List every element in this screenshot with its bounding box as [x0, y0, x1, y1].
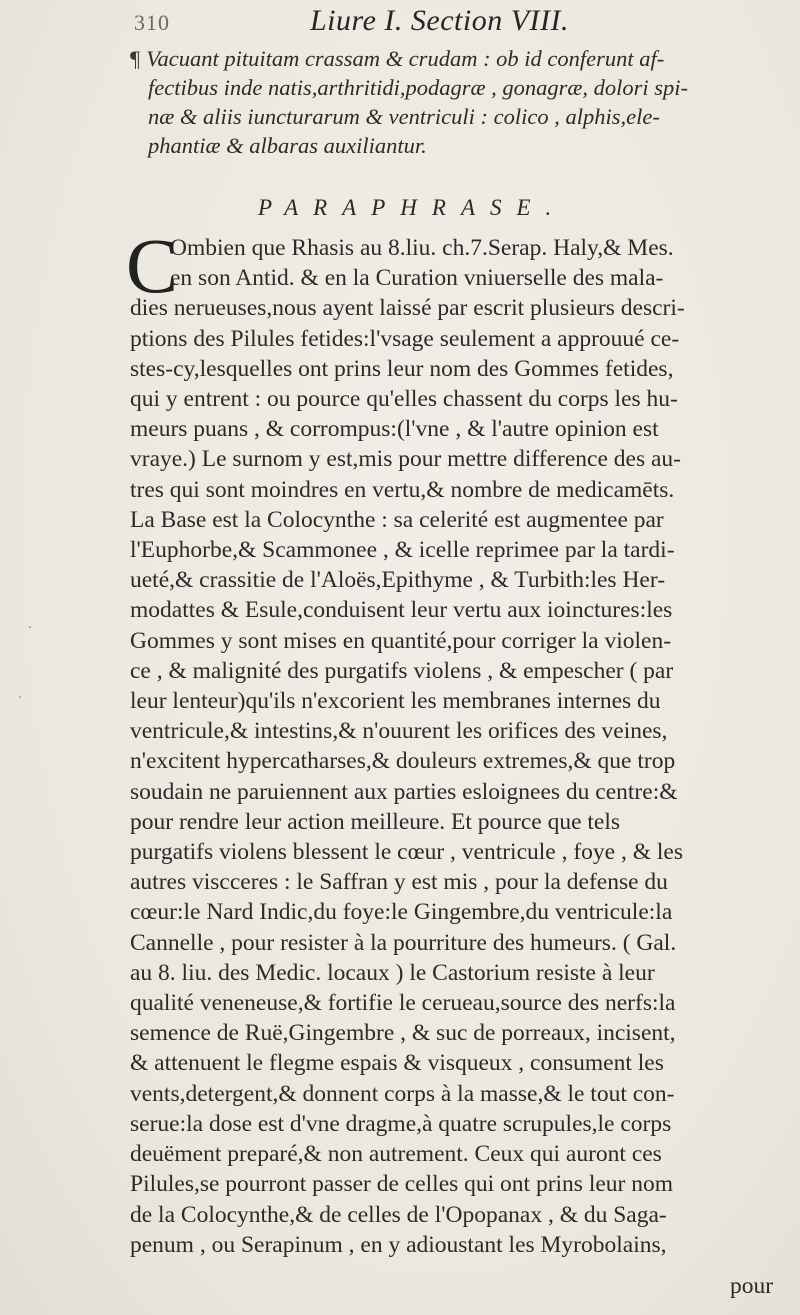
catchword: pour [730, 1273, 774, 1299]
drop-cap: C [126, 222, 179, 309]
paraphrase-line: n'excitent hypercatharses,& douleurs extremes,& que trop [130, 748, 676, 775]
paraphrase-line: modattes & Esule,conduisent leur vertu aux ioinctures:les [130, 597, 673, 624]
paraphrase-line: ce , & malignité des purgatifs violens , & empescher ( par [130, 657, 674, 684]
paraphrase-line: soudain ne paruiennent aux parties esloignees du centre:& [130, 778, 678, 805]
paraphrase-line: autres viscceres : le Saffran y est mis , pour la defense du [130, 869, 668, 896]
paraphrase-line: au 8. liu. des Medic. locaux ) le Castorium resiste à leur [130, 959, 655, 986]
paraphrase-line: Gommes y sont mises en quantité,pour corriger la violen- [130, 627, 672, 654]
paraphrase-line: ueté,& crassitie de l'Aloës,Epithyme , & Turbith:les Her- [130, 567, 666, 594]
paraphrase-line: en son Antid. & en la Curation vniuerselle des mala- [170, 265, 664, 292]
paraphrase-line: stes-cy,lesquelles ont prins leur nom des Gommes fetides, [130, 355, 674, 382]
paraphrase-line: dies nerueuses,nous ayent laissé par escrit plusieurs descri- [130, 295, 685, 322]
latin-line: ¶ Vacuant pituitam crassam & crudam : ob id conferunt af- [130, 46, 665, 71]
paraphrase-line: purgatifs violens blessent le cœur , ventricule , foye , & les [130, 839, 683, 866]
page-header [130, 2, 790, 42]
paraphrase-line: meurs puans , & corrompus:(l'vne , & l'autre opinion est [130, 416, 659, 443]
paraphrase-line: de la Colocynthe,& de celles de l'Opopanax , & du Saga- [130, 1201, 667, 1228]
paraphrase-line: qui y entrent : ou pource qu'elles chassent du corps les hu- [130, 386, 678, 413]
paraphrase-line: La Base est la Colocynthe : sa celerité est augmentee par [130, 506, 664, 533]
paraphrase-line: cœur:le Nard Indic,du foye:le Gingembre,du ventricule:la [130, 899, 673, 926]
paraphrase-line: leur lenteur)qu'ils n'excorient les membranes internes du [130, 688, 661, 715]
margin-smudge: · [18, 690, 23, 706]
margin-smudge: · [28, 620, 33, 636]
running-title: Liure I. Section VIII. [310, 4, 569, 37]
latin-recipe-text [130, 44, 795, 160]
paraphrase-line: vents,detergent,& donnent corps à la masse,& le tout con- [130, 1080, 675, 1107]
paraphrase-line: semence de Ruë,Gingembre , & suc de porreaux, incisent, [130, 1020, 676, 1047]
paraphrase-line: ptions des Pilules fetides:l'vsage seulement a approuué ce- [130, 325, 680, 352]
paraphrase-line: & attenuent le flegme espais & visqueux , consument les [130, 1050, 664, 1077]
section-heading-paraphrase: PARAPHRASE. [258, 195, 567, 220]
paraphrase-line: Cannelle , pour resister à la pourriture des humeurs. ( Gal. [130, 929, 677, 956]
latin-line: fectibus inde natis,arthritidi,podagræ , gonagræ, dolori spi- [148, 75, 689, 100]
pilcrow-icon: ¶ [130, 46, 141, 71]
paraphrase-line: ventricule,& intestins,& n'ouurent les orifices des veines, [130, 718, 668, 745]
paraphrase-line: serue:la dose est d'vne dragme,à quatre scrupules,le corps [130, 1110, 672, 1137]
latin-line: phantiæ & albaras auxiliantur. [148, 133, 427, 158]
paraphrase-line: qualité veneneuse,& fortifie le cerueau,source des nerfs:la [130, 990, 676, 1017]
paraphrase-body [126, 222, 790, 1260]
paraphrase-line: Pilules,se pourront passer de celles qui ont prins leur nom [130, 1171, 674, 1198]
paraphrase-line: deuëment preparé,& non autrement. Ceux qui auront ces [130, 1141, 662, 1168]
paraphrase-line: l'Euphorbe,& Scammonee , & icelle reprimee par la tardi- [130, 537, 675, 564]
page-number: 310 [134, 10, 170, 35]
paraphrase-line: tres qui sont moindres en vertu,& nombre de medicamēts. [130, 476, 675, 503]
latin-line: næ & aliis iuncturarum & ventriculi : colico , alphis,ele- [148, 104, 660, 129]
paraphrase-line: penum , ou Serapinum , en y adioustant les Myrobolains, [130, 1231, 667, 1258]
paraphrase-line: vraye.) Le surnom y est,mis pour mettre difference des au- [130, 446, 681, 473]
paraphrase-line: Ombien que Rhasis au 8.liu. ch.7.Serap. Haly,& Mes. [170, 235, 674, 261]
paraphrase-line: pour rendre leur action meilleure. Et pource que tels [130, 808, 621, 835]
